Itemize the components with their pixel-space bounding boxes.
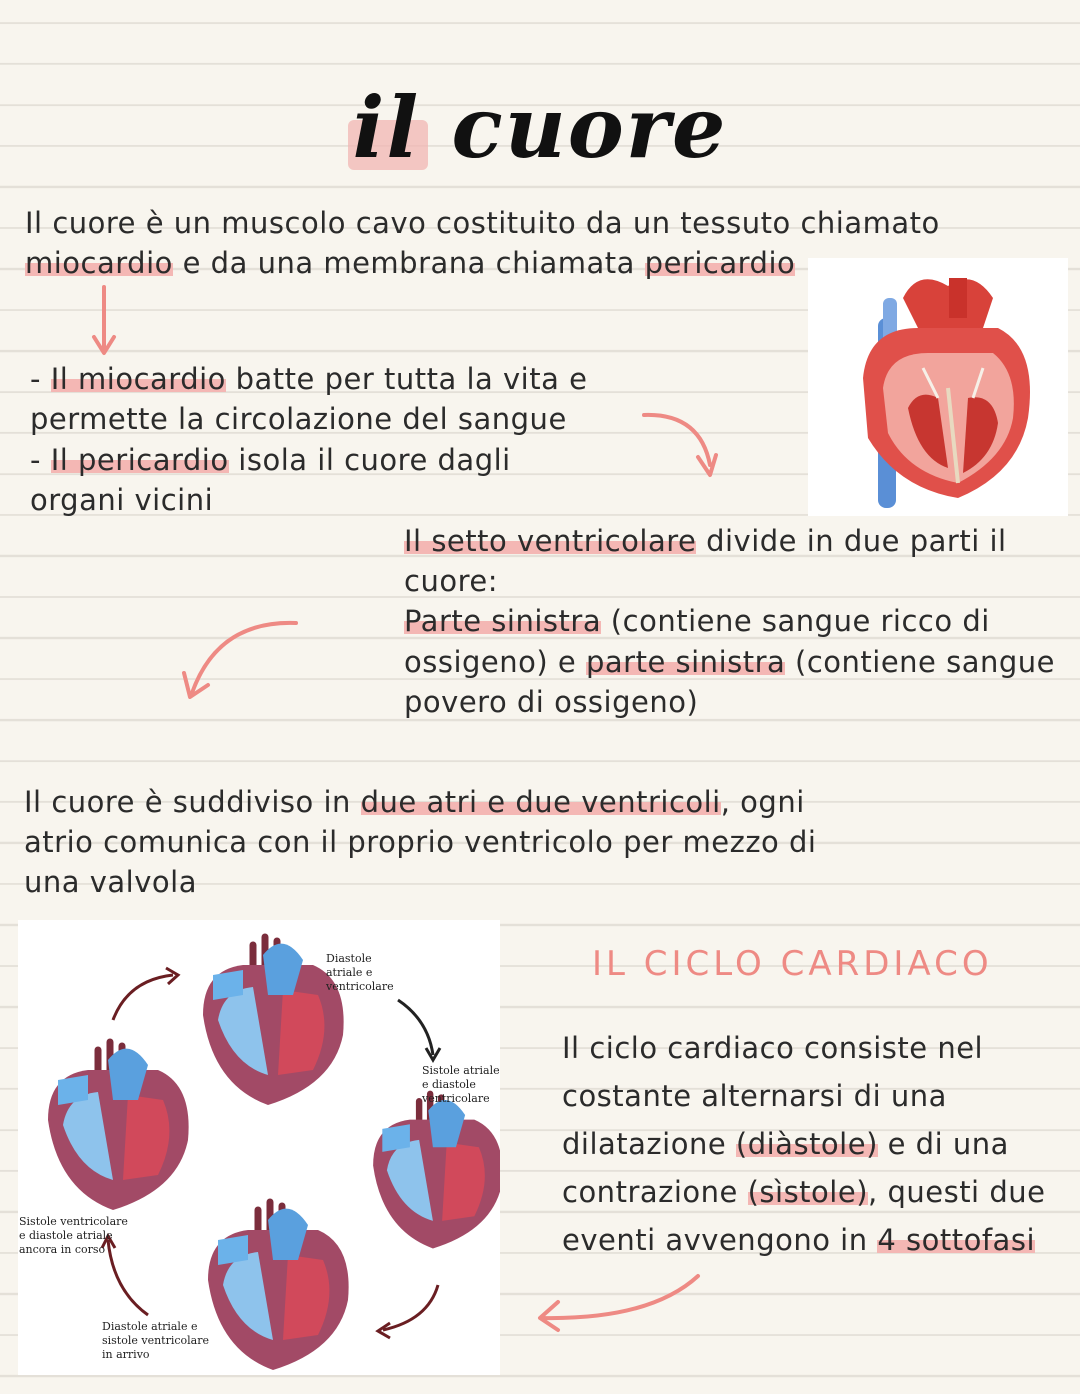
highlight-parte-sinistra: Parte sinistra	[404, 604, 602, 638]
note-text: isola il cuore dagli	[228, 443, 511, 477]
cycle-text: dilatazione	[562, 1127, 736, 1161]
cycle-text: contrazione	[562, 1175, 748, 1209]
septum-line4	[404, 642, 1055, 683]
cardiac-cycle-illustration	[18, 920, 500, 1375]
intro-line1: Il cuore è un muscolo cavo costituito da un tessuto chiamato	[25, 206, 940, 240]
chambers-text: , ogni	[720, 785, 805, 819]
label-diastole-atriale	[102, 1320, 209, 1362]
label-line: ancora in corso	[19, 1243, 106, 1256]
label-sistole-ventricolare	[19, 1215, 128, 1257]
cycle-line5	[562, 1216, 1035, 1264]
septum-line1	[404, 521, 1007, 562]
label-line: Diastole atriale e	[102, 1320, 198, 1333]
label-line: Diastole	[326, 952, 372, 965]
label-sistole-atriale	[422, 1064, 500, 1106]
intro-mid: e da una membrana chiamata	[172, 246, 645, 280]
chambers-line3: una valvola	[24, 865, 197, 899]
label-line: sistole ventricolare	[102, 1334, 210, 1347]
chambers-text: Il cuore è suddiviso in	[24, 785, 361, 819]
septum-text: (contiene sangue ricco di	[601, 604, 990, 638]
note-text: batte per tutta la vita e	[225, 362, 588, 396]
label-line: e diastole atriale	[19, 1229, 113, 1242]
septum-text: ossigeno) e	[404, 645, 586, 679]
cycle-text: , questi due	[868, 1175, 1046, 1209]
intro-line2	[25, 243, 795, 284]
highlight-il-miocardio: Il miocardio	[50, 362, 226, 396]
cycle-line1: Il ciclo cardiaco consiste nel	[562, 1031, 984, 1065]
curved-arrow-bottom-icon	[530, 1272, 705, 1337]
chambers-line2: atrio comunica con il proprio ventricolo per mezzo di	[24, 825, 817, 859]
label-line: Sistole ventricolare	[19, 1215, 128, 1228]
septum-text: (contiene sangue	[785, 645, 1055, 679]
down-arrow-icon	[90, 285, 120, 360]
label-line: e diastole	[422, 1078, 476, 1091]
highlight-diastole: (diàstole)	[735, 1127, 878, 1161]
highlight-sistole: (sìstole)	[747, 1175, 869, 1209]
page-title: il cuore	[352, 78, 728, 177]
section-heading-ciclo-cardiaco: IL CICLO CARDIACO	[592, 944, 993, 984]
cycle-text: e di una	[877, 1127, 1009, 1161]
label-diastole	[326, 952, 394, 994]
cycle-line3	[562, 1120, 1009, 1168]
dash: -	[30, 362, 51, 396]
heart-illustration	[808, 258, 1068, 516]
highlight-pericardio: pericardio	[644, 246, 796, 280]
cycle-line4	[562, 1168, 1045, 1216]
dash: -	[30, 443, 51, 477]
highlight-il-pericardio: Il pericardio	[50, 443, 229, 477]
highlight-4-sottofasi: 4 sottofasi	[877, 1223, 1035, 1257]
note-myocardium	[30, 359, 587, 400]
curved-arrow-icon	[640, 405, 730, 485]
septum-line2: cuore:	[404, 564, 498, 598]
septum-text: divide in due parti il	[696, 524, 1007, 558]
chambers-line1	[24, 782, 805, 823]
heart-anatomy-image	[808, 258, 1068, 516]
label-line: in arrivo	[102, 1348, 150, 1361]
note-pericardium	[30, 440, 511, 481]
cardiac-cycle-diagram	[18, 920, 500, 1375]
label-line: Sistole atriale	[422, 1064, 500, 1077]
label-line: ventricolare	[326, 980, 394, 993]
cycle-text: eventi avvengono in	[562, 1223, 878, 1257]
highlight-miocardio: miocardio	[25, 246, 173, 280]
septum-line5: povero di ossigeno)	[404, 685, 699, 719]
cycle-line2: costante alternarsi di una	[562, 1079, 947, 1113]
highlight-parte-sinistra-2: parte sinistra	[585, 645, 786, 679]
septum-line3	[404, 601, 990, 642]
highlight-atri-ventricoli: due atri e due ventricoli	[360, 785, 721, 819]
label-line: atriale e	[326, 966, 373, 979]
curved-arrow-left-icon	[178, 615, 303, 710]
highlight-setto: Il setto ventricolare	[404, 524, 697, 558]
label-line: ventricolare	[422, 1092, 490, 1105]
note-myocardium-line2: permette la circolazione del sangue	[30, 402, 567, 436]
note-pericardium-line2: organi vicini	[30, 483, 214, 517]
